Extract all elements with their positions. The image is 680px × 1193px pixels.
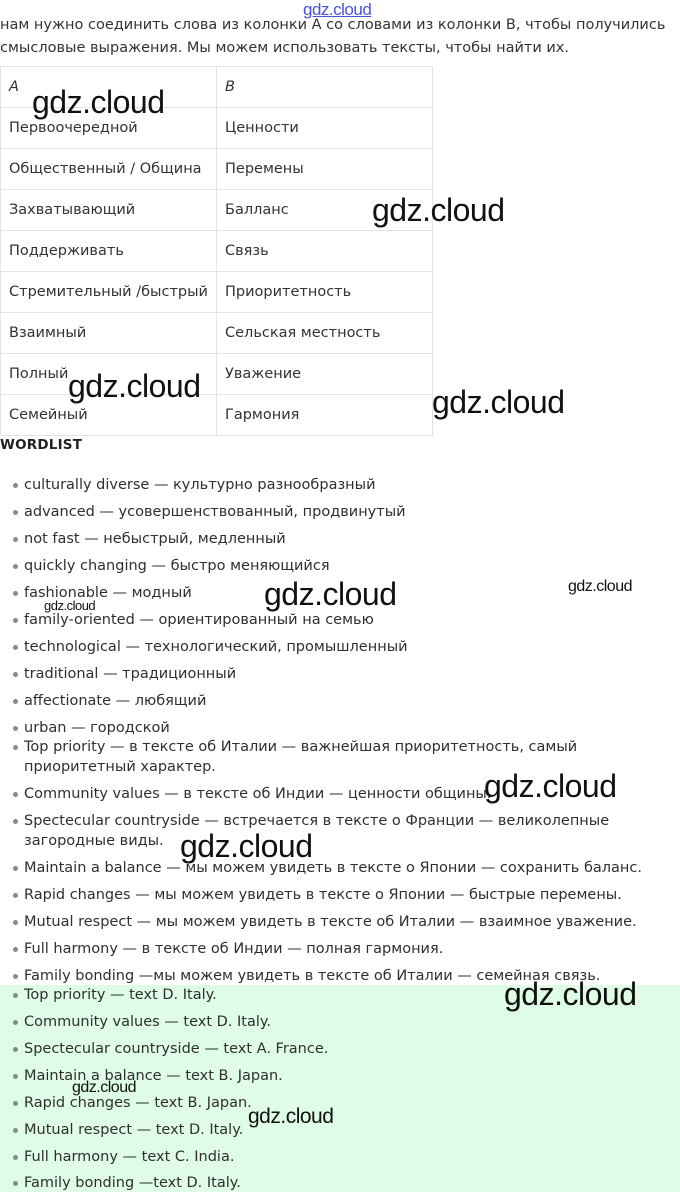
bullet-icon: [13, 1155, 18, 1160]
table-row: [1, 354, 433, 395]
bullet-icon: [13, 699, 18, 704]
table-row: [1, 272, 433, 313]
bullet-icon: [13, 483, 18, 488]
list-item: [0, 637, 660, 657]
bullet-icon: [13, 537, 18, 542]
list-item: [0, 502, 660, 522]
intro-paragraph: [0, 14, 680, 60]
table-cell-b: Балланс: [217, 190, 433, 231]
table-cell-b: Ценности: [217, 108, 433, 149]
table-cell-a: Поддерживать: [1, 231, 217, 272]
table-cell-b: Перемены: [217, 149, 433, 190]
matching-table: [0, 66, 433, 436]
table-cell-a: Полный: [1, 354, 217, 395]
bullet-icon: [13, 1074, 18, 1079]
list-item-text: technological — технологический, промышленный: [24, 639, 408, 655]
bullet-icon: [13, 1128, 18, 1133]
bullet-icon: [13, 1020, 18, 1025]
wordlist-heading: WORDLIST: [0, 437, 83, 453]
list-item: [0, 1173, 660, 1193]
bullet-icon: [13, 1181, 18, 1186]
bullet-icon: [13, 564, 18, 569]
list-item: [0, 556, 660, 576]
list-item-text: affectionate — любящий: [24, 693, 207, 709]
column-b-header: B: [217, 67, 433, 108]
bullet-icon: [13, 591, 18, 596]
watermark: gdz.cloud: [568, 578, 632, 595]
list-item: [0, 811, 660, 851]
table-cell-a: Общественный / Община: [1, 149, 217, 190]
list-item-text: Rapid changes — text B. Japan.: [24, 1095, 252, 1111]
list-item-text: Community values — в тексте об Индии — ценности общины.: [24, 786, 492, 802]
list-item-text: family-oriented — ориентированный на семью: [24, 612, 374, 628]
column-a-header: A: [1, 67, 217, 108]
list-item: [0, 610, 660, 630]
bullet-icon: [13, 893, 18, 898]
bullet-icon: [13, 920, 18, 925]
list-item-text: culturally diverse — культурно разнообразный: [24, 477, 376, 493]
list-item-text: Family bonding —мы можем увидеть в тексте об Италии — семейная связь.: [24, 968, 601, 984]
list-item-text: Family bonding —text D. Italy.: [24, 1175, 241, 1191]
list-item-text: Spectecular countryside — встречается в тексте о Франции — великолепные: [24, 813, 610, 829]
intro-line-2: смысловые выражения. Мы можем использовать тексты, чтобы найти их.: [0, 40, 569, 56]
list-item-text: Top priority — text D. Italy.: [24, 987, 217, 1003]
list-item-text: Spectecular countryside — text A. France.: [24, 1041, 329, 1057]
table-cell-b: Связь: [217, 231, 433, 272]
bullet-icon: [13, 618, 18, 623]
table-cell-a: Семейный: [1, 395, 217, 436]
list-item-text: Maintain a balance — мы можем увидеть в тексте о Японии — сохранить баланс.: [24, 860, 642, 876]
watermark: gdz.cloud: [484, 768, 617, 804]
watermark: gdz.cloud: [504, 976, 637, 1012]
table-row: [1, 149, 433, 190]
list-item-text: Community values — text D. Italy.: [24, 1014, 272, 1030]
list-item-text: urban — городской: [24, 720, 170, 736]
list-item-text: Mutual respect — text D. Italy.: [24, 1122, 244, 1138]
bullet-icon: [13, 510, 18, 515]
table-cell-b: Уважение: [217, 354, 433, 395]
list-item-text: not fast — небыстрый, медленный: [24, 531, 286, 547]
list-item-text: traditional — традиционный: [24, 666, 237, 682]
bullet-icon: [13, 974, 18, 979]
list-item: [0, 691, 660, 711]
list-item: [0, 858, 660, 878]
watermark: gdz.cloud: [68, 368, 201, 404]
watermark: gdz.cloud: [32, 84, 165, 120]
bullet-icon: [13, 1101, 18, 1106]
list-item: [0, 912, 660, 932]
list-item-text: quickly changing — быстро меняющийся: [24, 558, 330, 574]
table-cell-a: Стремительный /быстрый: [1, 272, 217, 313]
header-watermark-link[interactable]: gdz.cloud: [303, 0, 372, 19]
watermark: gdz.cloud: [372, 192, 505, 228]
table-cell-a: Захватывающий: [1, 190, 217, 231]
watermark: gdz.cloud: [432, 384, 565, 420]
list-item-text: Rapid changes — мы можем увидеть в тексте о Японии — быстрые перемены.: [24, 887, 622, 903]
list-item: [0, 1012, 660, 1032]
list-item-text: Top priority — в тексте об Италии — важнейшая приоритетность, самый: [24, 739, 578, 755]
table-cell-b: Сельская местность: [217, 313, 433, 354]
list-item-text: advanced — усовершенствованный, продвинутый: [24, 504, 406, 520]
table-row: [1, 190, 433, 231]
list-item: [0, 529, 660, 549]
watermark: gdz.cloud: [264, 576, 397, 612]
list-item-text: Maintain a balance — text B. Japan.: [24, 1068, 283, 1084]
bullet-icon: [13, 645, 18, 650]
bullet-icon: [13, 745, 18, 750]
list-item-text: fashionable — модный: [24, 585, 192, 601]
list-item: [0, 939, 660, 959]
table-cell-b: Приоритетность: [217, 272, 433, 313]
list-item: [0, 885, 660, 905]
bullet-icon: [13, 819, 18, 824]
bullet-icon: [13, 993, 18, 998]
list-item: [0, 664, 660, 684]
table-row: [1, 395, 433, 436]
watermark: gdz.cloud: [180, 828, 313, 864]
bullet-icon: [13, 726, 18, 731]
table-row: [1, 313, 433, 354]
list-item-text: Full harmony — в тексте об Индии — полная гармония.: [24, 941, 444, 957]
table-cell-a: Взаимный: [1, 313, 217, 354]
list-item-text: Mutual respect — мы можем увидеть в тексте об Италии — взаимное уважение.: [24, 914, 637, 930]
list-item-text-continued: приоритетный характер.: [24, 759, 216, 775]
list-item: [0, 718, 660, 738]
list-item: [0, 475, 660, 495]
list-item-text: Full harmony — text C. India.: [24, 1149, 235, 1165]
watermark: gdz.cloud: [72, 1079, 136, 1096]
list-item: [0, 1147, 660, 1167]
bullet-icon: [13, 672, 18, 677]
bullet-icon: [13, 866, 18, 871]
list-item: [0, 1039, 660, 1059]
bullet-icon: [13, 1047, 18, 1052]
bullet-icon: [13, 792, 18, 797]
list-item-text-continued: загородные виды.: [24, 833, 164, 849]
watermark: gdz.cloud: [248, 1105, 334, 1128]
intro-line-1: нам нужно соединить слова из колонки A со словами из колонки B, чтобы получились: [0, 17, 666, 33]
table-cell-b: Гармония: [217, 395, 433, 436]
table-row: [1, 231, 433, 272]
table-cell-a: Первоочередной: [1, 108, 217, 149]
watermark: gdz.cloud: [44, 598, 96, 613]
bullet-icon: [13, 947, 18, 952]
